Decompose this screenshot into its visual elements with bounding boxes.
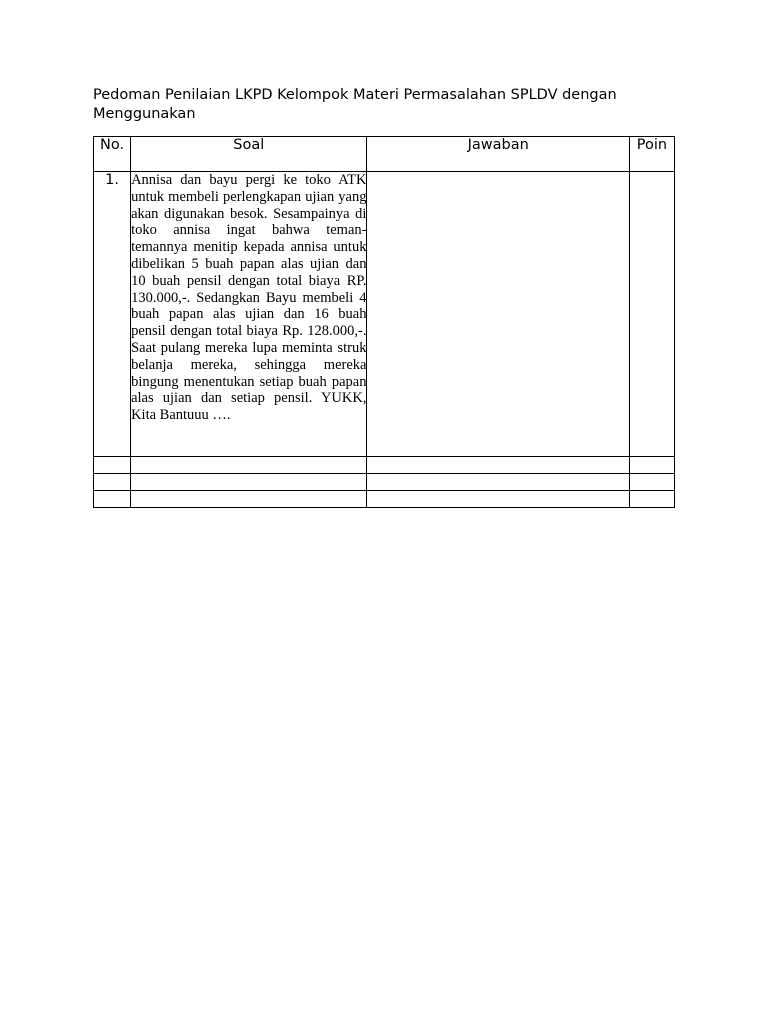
answer-cell — [367, 474, 629, 491]
points-cell — [629, 474, 674, 491]
question-cell: Annisa dan bayu pergi ke toko ATK untuk membeli perlengkapan ujian yang akan digunakan besok. Sesampainya di toko annisa ingat bahwa teman-temannya menitip kepada annisa untuk dibelikan 5 buah papan alas ujian dan 10 buah pensil dengan total biaya RP. 130.000,-. Sedangkan Bayu membeli 4 buah papan alas ujian dan 16 buah pensil dengan total biaya Rp. 128.000,-. Saat pulang mereka lupa meminta struk belanja mereka, sehingga mereka bingung menentukan setiap buah papan alas ujian dan setiap pensil. YUKK, Kita Bantuuu …. — [131, 172, 367, 457]
question-cell — [131, 491, 367, 508]
row-number-cell — [94, 474, 131, 491]
header-soal: Soal — [131, 137, 367, 172]
row-number-cell — [94, 491, 131, 508]
table-header-row — [94, 137, 675, 172]
answer-cell — [367, 457, 629, 474]
header-poin: Poin — [629, 137, 674, 172]
table-row — [94, 474, 675, 491]
header-no: No. — [94, 137, 131, 172]
row-number-cell: 1. — [94, 172, 131, 457]
answer-cell — [367, 491, 629, 508]
assessment-table — [93, 136, 675, 508]
answer-cell — [367, 172, 629, 457]
header-jawaban: Jawaban — [367, 137, 629, 172]
row-number-cell — [94, 457, 131, 474]
table-row — [94, 457, 675, 474]
table-row — [94, 491, 675, 508]
points-cell — [629, 172, 674, 457]
question-cell — [131, 457, 367, 474]
points-cell — [629, 491, 674, 508]
page-title: Pedoman Penilaian LKPD Kelompok Materi Permasalahan SPLDV dengan Menggunakan — [93, 87, 617, 122]
points-cell — [629, 457, 674, 474]
question-cell — [131, 474, 367, 491]
table-row — [94, 172, 675, 457]
